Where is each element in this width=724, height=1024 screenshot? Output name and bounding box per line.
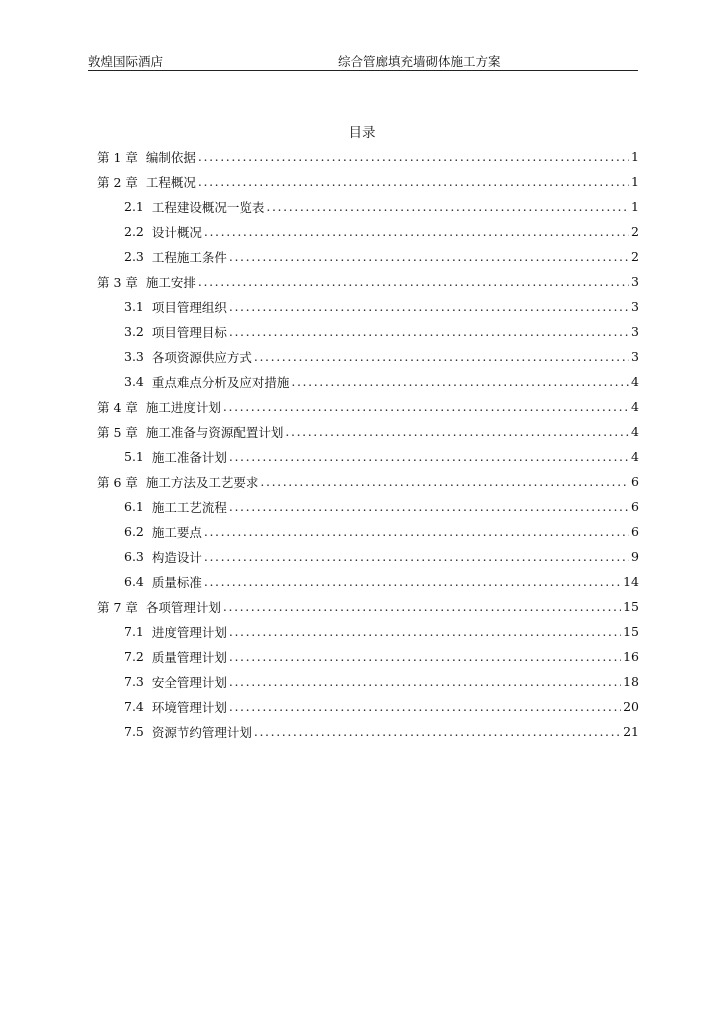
- toc-entry[interactable]: [97, 669, 639, 694]
- toc-entry[interactable]: [97, 719, 639, 744]
- toc-leader-dots: [291, 374, 629, 389]
- toc-entry-number: 3.1: [124, 299, 144, 314]
- toc-entry[interactable]: [97, 644, 639, 669]
- table-of-contents: [97, 144, 639, 744]
- toc-entry-page: 2: [631, 224, 639, 239]
- toc-entry-page: 9: [631, 549, 639, 564]
- toc-entry-title: 进度管理计划: [151, 624, 227, 640]
- header-left-text: 敦煌国际酒店: [88, 54, 164, 69]
- toc-entry-title: 编制依据: [145, 149, 196, 165]
- toc-entry-title: 质量管理计划: [151, 649, 227, 665]
- toc-entry-page: 1: [631, 174, 639, 189]
- toc-entry-title: 施工工艺流程: [151, 499, 227, 515]
- toc-entry-number: 第 1 章: [97, 149, 138, 165]
- toc-leader-dots: [223, 399, 629, 414]
- toc-entry-number: 6.2: [124, 524, 144, 539]
- toc-entry-title: 项目管理组织: [151, 299, 227, 315]
- toc-entry-number: 2.1: [124, 199, 144, 214]
- toc-entry-title: 工程建设概况一览表: [151, 199, 265, 215]
- toc-leader-dots: [229, 499, 629, 514]
- toc-entry-title: 安全管理计划: [151, 674, 227, 690]
- toc-leader-dots: [204, 224, 629, 239]
- toc-entry[interactable]: [97, 269, 639, 294]
- toc-entry-page: 2: [631, 249, 639, 264]
- toc-entry-page: 3: [631, 349, 639, 364]
- toc-entry-page: 20: [623, 699, 639, 714]
- toc-entry-title: 工程施工条件: [151, 249, 227, 265]
- toc-entry-number: 7.2: [124, 649, 144, 664]
- toc-entry[interactable]: [97, 394, 639, 419]
- toc-entry-title: 各项资源供应方式: [151, 349, 252, 365]
- toc-entry-title: 构造设计: [151, 549, 202, 565]
- toc-entry[interactable]: [97, 494, 639, 519]
- toc-leader-dots: [229, 249, 629, 264]
- toc-leader-dots: [229, 674, 621, 689]
- toc-entry-page: 1: [631, 199, 639, 214]
- toc-leader-dots: [223, 599, 621, 614]
- toc-entry-page: 6: [631, 499, 639, 514]
- toc-leader-dots: [254, 349, 629, 364]
- toc-leader-dots: [260, 474, 629, 489]
- toc-leader-dots: [204, 574, 621, 589]
- toc-leader-dots: [285, 424, 629, 439]
- toc-entry-number: 第 2 章: [97, 174, 138, 190]
- toc-entry-title: 施工要点: [151, 524, 202, 540]
- toc-entry-title: 重点难点分析及应对措施: [151, 374, 290, 390]
- toc-entry-number: 第 5 章: [97, 424, 138, 440]
- toc-entry[interactable]: [97, 219, 639, 244]
- toc-entry-title: 资源节约管理计划: [151, 724, 252, 740]
- toc-entry-page: 21: [623, 724, 639, 739]
- toc-entry-number: 6.4: [124, 574, 144, 589]
- toc-leader-dots: [229, 299, 629, 314]
- toc-entry[interactable]: [97, 194, 639, 219]
- toc-leader-dots: [198, 174, 629, 189]
- toc-entry-page: 4: [631, 424, 639, 439]
- toc-entry[interactable]: [97, 544, 639, 569]
- toc-entry-number: 第 4 章: [97, 399, 138, 415]
- toc-entry-number: 2.3: [124, 249, 144, 264]
- toc-entry-title: 项目管理目标: [151, 324, 227, 340]
- toc-entry[interactable]: [97, 419, 639, 444]
- toc-entry-page: 6: [631, 474, 639, 489]
- toc-entry-page: 4: [631, 399, 639, 414]
- toc-entry[interactable]: [97, 469, 639, 494]
- toc-leader-dots: [198, 274, 629, 289]
- toc-leader-dots: [229, 624, 621, 639]
- toc-entry-page: 18: [623, 674, 639, 689]
- toc-entry-title: 环境管理计划: [151, 699, 227, 715]
- toc-leader-dots: [229, 449, 629, 464]
- toc-leader-dots: [198, 149, 629, 164]
- toc-leader-dots: [229, 649, 621, 664]
- toc-entry-number: 第 3 章: [97, 274, 138, 290]
- toc-entry[interactable]: [97, 319, 639, 344]
- toc-entry-page: 3: [631, 324, 639, 339]
- toc-entry[interactable]: [97, 244, 639, 269]
- toc-entry-title: 各项管理计划: [145, 599, 221, 615]
- toc-entry-number: 3.2: [124, 324, 144, 339]
- toc-entry[interactable]: [97, 144, 639, 169]
- toc-leader-dots: [229, 324, 629, 339]
- toc-leader-dots: [254, 724, 621, 739]
- toc-entry-page: 1: [631, 149, 639, 164]
- toc-entry[interactable]: [97, 369, 639, 394]
- toc-entry-number: 第 7 章: [97, 599, 138, 615]
- toc-entry-page: 4: [631, 374, 639, 389]
- toc-entry-title: 施工方法及工艺要求: [145, 474, 259, 490]
- toc-entry-page: 4: [631, 449, 639, 464]
- toc-entry-number: 7.1: [124, 624, 144, 639]
- toc-entry[interactable]: [97, 344, 639, 369]
- toc-entry[interactable]: [97, 594, 639, 619]
- toc-entry[interactable]: [97, 294, 639, 319]
- toc-entry-title: 施工安排: [145, 274, 196, 290]
- page-header: [88, 52, 638, 71]
- toc-entry-title: 质量标准: [151, 574, 202, 590]
- toc-entry-number: 7.3: [124, 674, 144, 689]
- toc-entry-number: 2.2: [124, 224, 144, 239]
- toc-entry-page: 15: [623, 599, 639, 614]
- toc-leader-dots: [229, 699, 621, 714]
- toc-entry-number: 7.5: [124, 724, 144, 739]
- toc-entry-number: 7.4: [124, 699, 144, 714]
- toc-leader-dots: [204, 524, 629, 539]
- toc-entry-number: 6.3: [124, 549, 144, 564]
- toc-entry-number: 5.1: [124, 449, 144, 464]
- toc-entry-number: 第 6 章: [97, 474, 138, 490]
- toc-entry-page: 3: [631, 299, 639, 314]
- toc-entry-title: 施工准备与资源配置计划: [145, 424, 284, 440]
- toc-entry[interactable]: [97, 619, 639, 644]
- toc-leader-dots: [204, 549, 629, 564]
- toc-entry-title: 施工准备计划: [151, 449, 227, 465]
- toc-entry[interactable]: [97, 694, 639, 719]
- toc-entry-page: 16: [623, 649, 639, 664]
- toc-entry[interactable]: [97, 519, 639, 544]
- toc-entry-page: 15: [623, 624, 639, 639]
- toc-entry-page: 3: [631, 274, 639, 289]
- toc-entry[interactable]: [97, 169, 639, 194]
- toc-entry-title: 设计概况: [151, 224, 202, 240]
- toc-entry[interactable]: [97, 569, 639, 594]
- toc-entry-title: 施工进度计划: [145, 399, 221, 415]
- toc-entry-page: 14: [623, 574, 639, 589]
- toc-leader-dots: [266, 199, 629, 214]
- header-right-text: 综合管廊填充墙砌体施工方案: [338, 54, 501, 69]
- toc-entry-number: 3.3: [124, 349, 144, 364]
- toc-entry-number: 3.4: [124, 374, 144, 389]
- toc-entry-page: 6: [631, 524, 639, 539]
- toc-entry-number: 6.1: [124, 499, 144, 514]
- toc-entry[interactable]: [97, 444, 639, 469]
- toc-entry-title: 工程概况: [145, 174, 196, 190]
- toc-title: 目录: [348, 125, 376, 141]
